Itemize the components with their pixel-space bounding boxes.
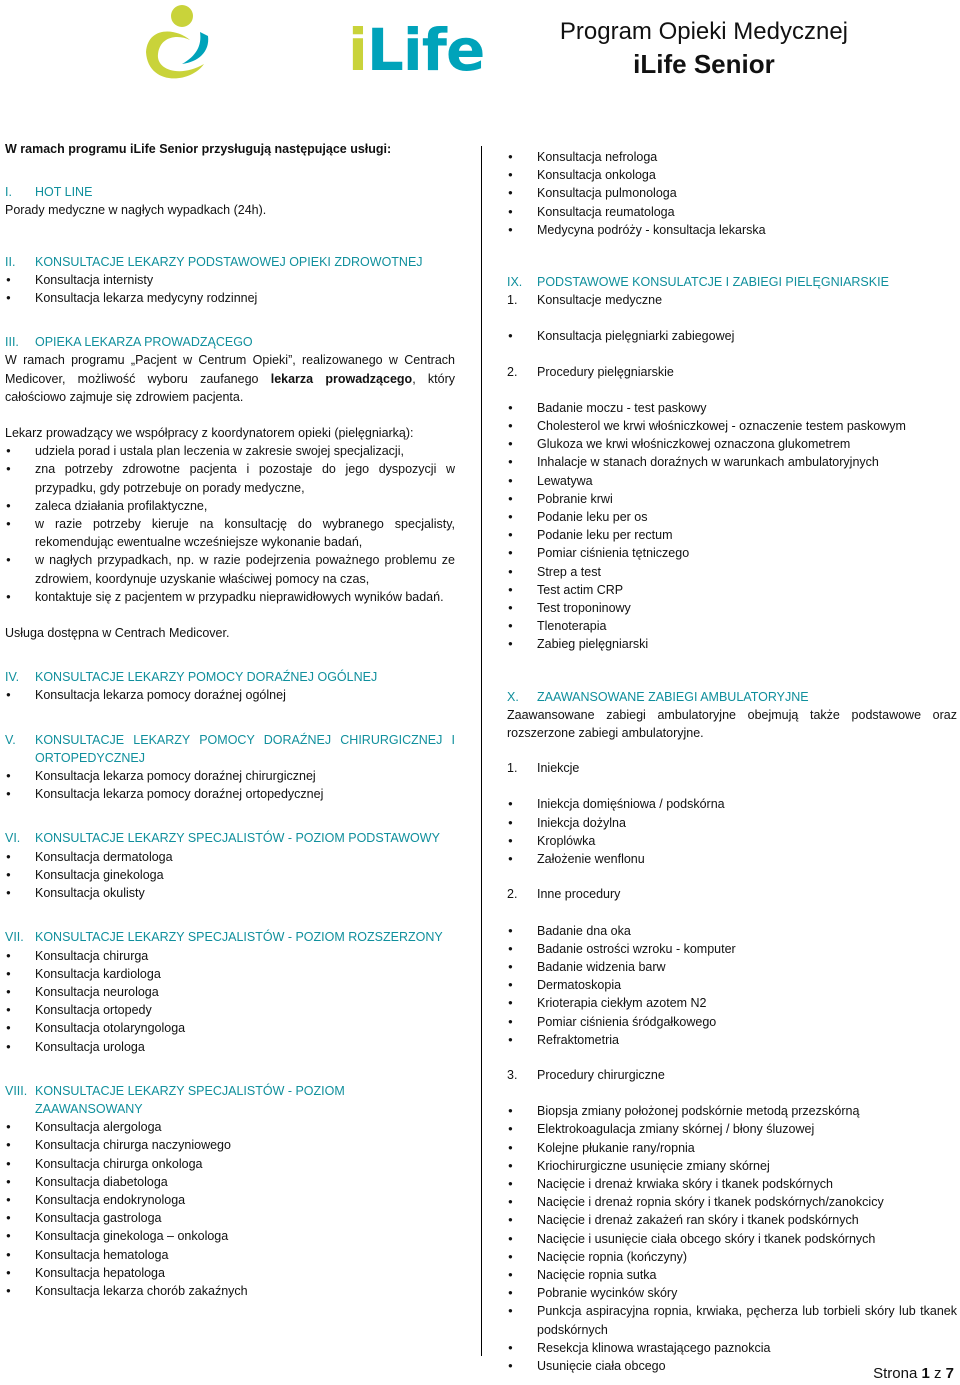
list-item: ● Konsultacja internisty — [5, 271, 455, 289]
bullet-list — [5, 767, 455, 803]
list-item: ● Badanie ostrości wzroku - komputer — [507, 940, 957, 958]
section-title: PODSTAWOWE KONSULATCJE I ZABIEGI PIELĘGNIARSKIE — [537, 275, 889, 290]
section-number: I. — [5, 185, 12, 200]
list-item: ● Konsultacja endokrynologa — [5, 1191, 455, 1209]
list-item: ● Założenie wenflonu — [507, 850, 957, 868]
section-paragraph: Zaawansowane zabiegi ambulatoryjne obejmują także podstawowe oraz rozszerzone zabiegi ambulatoryjne. — [507, 707, 957, 741]
right-column — [507, 140, 957, 1375]
list-item: ● Konsultacja lekarza pomocy doraźnej chirurgicznej — [5, 767, 455, 785]
page-number: 1 — [921, 1365, 930, 1382]
list-item: ● Test troponinowy — [507, 599, 957, 617]
section-paragraph: W ramach programu „Pacjent w Centrum Opieki”, realizowanego w Centrach Medicover, możliwość wyboru zaufanego lekarza prowadzącego, który całościowo zajmuje się zdrowiem pacjenta. — [5, 353, 455, 404]
list-item: ● w nagłych przypadkach, np. w razie podejrzenia poważnego problemu ze zdrowiem, koordynuje uzyskanie właściwej pomocy na czas, — [5, 551, 455, 587]
list-item: ● Nacięcie ropnia sutka — [507, 1266, 957, 1284]
list-item: ● Resekcja klinowa wrastającego paznokcia — [507, 1339, 957, 1357]
bullet-list — [507, 795, 957, 868]
section-paragraph: Lekarz prowadzący we współpracy z koordynatorem opieki (pielęgniarką): — [5, 426, 414, 441]
list-item: ● Podanie leku per rectum — [507, 526, 957, 544]
list-item: ● Konsultacja lekarza chorób zakaźnych — [5, 1282, 455, 1300]
list-item: ● Konsultacja dermatologa — [5, 848, 455, 866]
section-number: III. — [5, 335, 19, 350]
list-item: ● Iniekcja dożylna — [507, 814, 957, 832]
list-item: ● Konsultacja chirurga naczyniowego — [5, 1136, 455, 1154]
section-9 — [507, 273, 957, 654]
list-item: ● Iniekcja domięśniowa / podskórna — [507, 795, 957, 813]
ilife-logo — [138, 2, 485, 88]
list-item: ● w razie potrzeby kieruje na konsultację do wybranego specjalisty, rekomendując ewentualne wcześniejsze wykonanie badań, — [5, 515, 455, 551]
list-item: ● Pobranie wycinków skóry — [507, 1284, 957, 1302]
section-7 — [5, 928, 455, 1055]
section-number: VI. — [5, 831, 21, 846]
list-item: ● Konsultacja hepatologa — [5, 1264, 455, 1282]
document-title — [560, 16, 848, 80]
list-item: ● Nacięcie i drenaż krwiaka skóry i tkanek podskórnych — [507, 1175, 957, 1193]
list-item: ● Pomiar ciśnienia tętniczego — [507, 544, 957, 562]
list-item: ● Elektrokoagulacja zmiany skórnej / błony śluzowej — [507, 1120, 957, 1138]
list-item: ● Nacięcie ropnia (kończyny) — [507, 1248, 957, 1266]
section-number: V. — [5, 732, 16, 747]
list-item: ● udziela porad i ustala plan leczenia w zakresie swojej specjalizacji, — [5, 442, 455, 460]
section-title: OPIEKA LEKARZA PROWADZĄCEGO — [35, 335, 253, 350]
logo-wordmark: iLife — [348, 16, 485, 84]
list-item: ● Badanie moczu - test paskowy — [507, 399, 957, 417]
section-number: VII. — [5, 930, 24, 945]
page-footer — [873, 1365, 954, 1382]
list-item: ● Badanie dna oka — [507, 922, 957, 940]
section-number: II. — [5, 254, 16, 269]
list-item: ● Podanie leku per os — [507, 508, 957, 526]
bullet-list — [5, 271, 455, 307]
section-6 — [5, 829, 455, 902]
bullet-list — [5, 1118, 455, 1300]
section-1 — [5, 183, 455, 219]
list-item: ● Kriochirurgiczne usunięcie zmiany skórnej — [507, 1157, 957, 1175]
list-item: ● Nacięcie i usunięcie ciała obcego skóry i tkanek podskórnych — [507, 1230, 957, 1248]
section-title: HOT LINE — [35, 185, 93, 200]
title-line-1: Program Opieki Medycznej — [559, 18, 848, 45]
title-line-2: iLife Senior — [633, 49, 775, 79]
bullet-list — [507, 922, 957, 1049]
section-title: KONSULTACJE LEKARZY SPECJALISTÓW - POZIOM ZAAWANSOWANY — [35, 1083, 345, 1116]
subsection-heading: 1. Iniekcje — [507, 761, 580, 776]
bullet-list — [5, 442, 455, 606]
list-item: ● Lewatywa — [507, 472, 957, 490]
page-of-label: z — [933, 1365, 942, 1382]
section-title: KONSULTACJE LEKARZY POMOCY DORAŹNEJ OGÓLNEJ — [35, 670, 378, 685]
subsection-heading: 3. Procedury chirurgiczne — [507, 1067, 665, 1082]
page-header — [0, 0, 960, 120]
list-item: ● Konsultacja lekarza pomocy doraźnej ortopedycznej — [5, 785, 455, 803]
section-number: IV. — [5, 670, 20, 685]
list-item: ● Nacięcie i drenaż zakażeń ran skóry i tkanek podskórnych — [507, 1211, 957, 1229]
intro-text: W ramach programu iLife Senior przysługują następujące usługi: — [5, 142, 392, 156]
list-item: ● Refraktometria — [507, 1031, 957, 1049]
list-item: ● Nacięcie i drenaż ropnia skóry i tkanek podskórnych/zanokcicy — [507, 1193, 957, 1211]
section-number: IX. — [507, 275, 523, 290]
section-2 — [5, 253, 455, 308]
bullet-list — [507, 1102, 957, 1375]
list-item: ● Konsultacja lekarza medycyny rodzinnej — [5, 289, 455, 307]
section-number: VIII. — [5, 1083, 28, 1098]
section-4 — [5, 668, 455, 704]
bullet-list — [507, 148, 957, 239]
list-item: ● Krioterapia ciekłym azotem N2 — [507, 994, 957, 1012]
list-item: ● Dermatoskopia — [507, 976, 957, 994]
section-10 — [507, 688, 957, 1376]
list-item: ● Badanie widzenia barw — [507, 958, 957, 976]
list-item: ● Strep a test — [507, 563, 957, 581]
section-text: Porady medyczne w nagłych wypadkach (24h). — [5, 203, 267, 218]
left-column — [5, 140, 455, 1300]
list-item: ● Konsultacja hematologa — [5, 1246, 455, 1264]
list-item: ● Kroplówka — [507, 832, 957, 850]
list-item: ● Konsultacja alergologa — [5, 1118, 455, 1136]
list-item: ● zna potrzeby zdrowotne pacjenta i pozostaje do jego dyspozycji w przypadku, gdy potrzebuje on porady medyczne, — [5, 460, 455, 496]
section-title: KONSULTACJE LEKARZY POMOCY DORAŹNEJ CHIRURGICZNEJ I ORTOPEDYCZNEJ — [35, 732, 455, 765]
list-item: ● Konsultacja ginekologa – onkologa — [5, 1227, 455, 1245]
subsection-heading: 2. Inne procedury — [507, 887, 621, 902]
list-item: ● Konsultacja gastrologa — [5, 1209, 455, 1227]
list-item: ● Konsultacja ginekologa — [5, 866, 455, 884]
section-5 — [5, 731, 455, 804]
bullet-list — [5, 848, 455, 903]
logo-figure-icon — [138, 2, 218, 88]
list-item: ● Punkcja aspiracyjna ropnia, krwiaka, pęcherza lub torbieli skóry lub tkanek podskórnych — [507, 1302, 957, 1338]
section-title: KONSULTACJE LEKARZY PODSTAWOWEJ OPIEKI ZDROWOTNEJ — [35, 254, 423, 269]
section-paragraph: Usługa dostępna w Centrach Medicover. — [5, 626, 230, 641]
subsection-heading: 1. Konsultacje medyczne — [507, 293, 663, 308]
bullet-list — [507, 399, 957, 654]
list-item: ● Konsultacja diabetologa — [5, 1173, 455, 1191]
list-item: ● Konsultacja ortopedy — [5, 1001, 455, 1019]
list-item: ● Konsultacja pulmonologa — [507, 184, 957, 202]
list-item: ● Biopsja zmiany położonej podskórnie metodą przezskórną — [507, 1102, 957, 1120]
list-item: ● Konsultacja otolaryngologa — [5, 1019, 455, 1037]
section-8 — [5, 1082, 455, 1300]
list-item: ● Pobranie krwi — [507, 490, 957, 508]
list-item: ● Konsultacja neurologa — [5, 983, 455, 1001]
page-total: 7 — [945, 1365, 954, 1382]
section-number: X. — [507, 689, 519, 704]
subsection-heading: 2. Procedury pielęgniarskie — [507, 364, 674, 379]
list-item: ● Konsultacja kardiologa — [5, 965, 455, 983]
list-item: ● Konsultacja onkologa — [507, 166, 957, 184]
list-item: ● Test actim CRP — [507, 581, 957, 599]
list-item: ● Konsultacja nefrologa — [507, 148, 957, 166]
list-item: ● Usunięcie ciała obcego — [507, 1357, 957, 1375]
list-item: ● Kolejne płukanie rany/ropnia — [507, 1139, 957, 1157]
list-item: ● Medycyna podróży - konsultacja lekarska — [507, 221, 957, 239]
list-item: ● Tlenoterapia — [507, 617, 957, 635]
section-3 — [5, 333, 455, 642]
list-item: ● Glukoza we krwi włośniczkowej oznaczona glukometrem — [507, 435, 957, 453]
list-item: ● kontaktuje się z pacjentem w przypadku nieprawidłowych wyników badań. — [5, 588, 455, 606]
section-title: ZAAWANSOWANE ZABIEGI AMBULATORYJNE — [537, 689, 809, 704]
list-item: ● Konsultacja okulisty — [5, 884, 455, 902]
section-title: KONSULTACJE LEKARZY SPECJALISTÓW - POZIOM ROZSZERZONY — [35, 930, 443, 945]
list-item: ● Cholesterol we krwi włośniczkowej - oznaczenie testem paskowym — [507, 417, 957, 435]
section-title: KONSULTACJE LEKARZY SPECJALISTÓW - POZIOM PODSTAWOWY — [35, 831, 440, 846]
bullet-list — [5, 947, 455, 1056]
bullet-list — [5, 686, 455, 704]
list-item: ● Zabieg pielęgniarski — [507, 635, 957, 653]
page-label: Strona — [873, 1365, 918, 1382]
list-item: ● Konsultacja pielęgniarki zabiegowej — [507, 327, 957, 345]
column-divider — [481, 146, 482, 1356]
bullet-list — [507, 327, 957, 345]
list-item: ● zaleca działania profilaktyczne, — [5, 497, 455, 515]
list-item: ● Konsultacja lekarza pomocy doraźnej ogólnej — [5, 686, 455, 704]
list-item: ● Konsultacja chirurga — [5, 947, 455, 965]
list-item: ● Konsultacja urologa — [5, 1038, 455, 1056]
list-item: ● Konsultacja reumatologa — [507, 203, 957, 221]
list-item: ● Inhalacje w stanach doraźnych w warunkach ambulatoryjnych — [507, 453, 957, 471]
list-item: ● Pomiar ciśnienia śródgałkowego — [507, 1013, 957, 1031]
list-item: ● Konsultacja chirurga onkologa — [5, 1155, 455, 1173]
